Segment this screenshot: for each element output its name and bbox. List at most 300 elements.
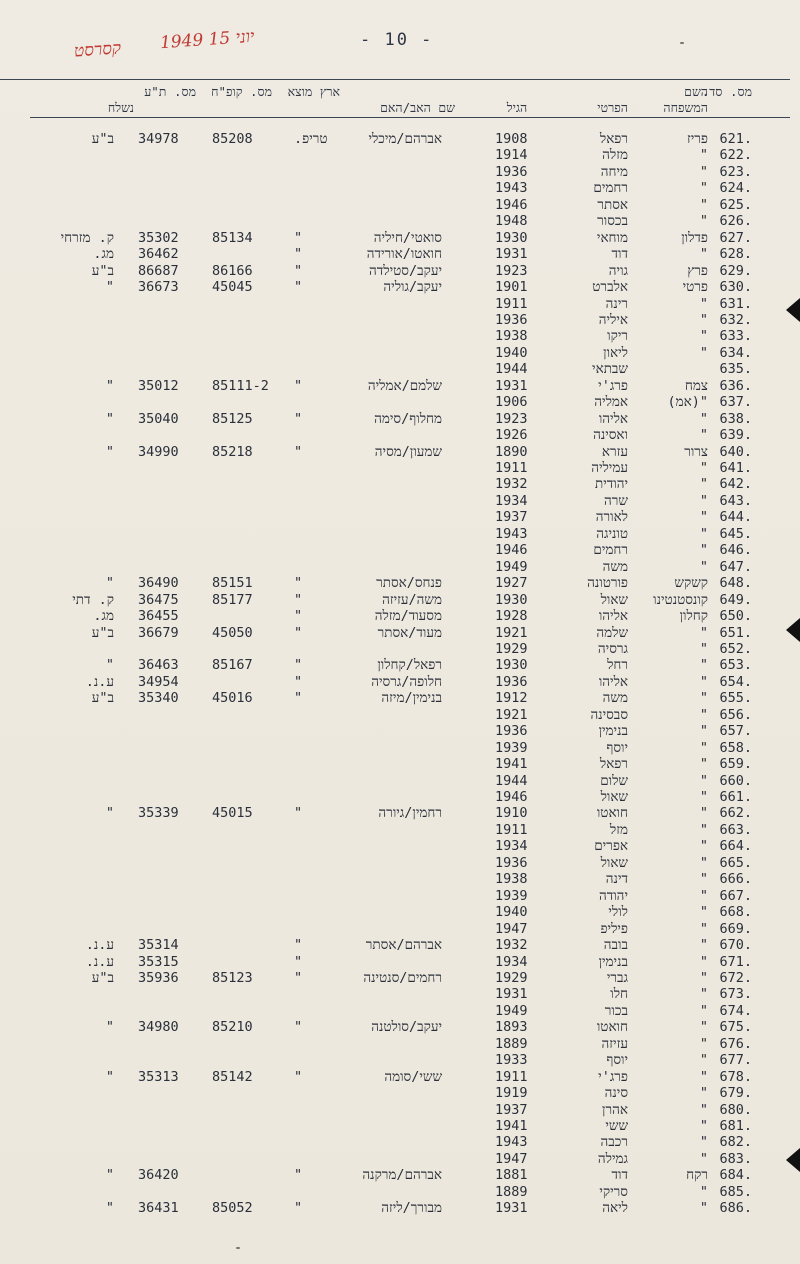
row-number: .627 (719, 229, 752, 246)
given-name: יהודית (594, 476, 628, 493)
birth-year: 1936 (495, 854, 528, 871)
row-number: .641 (719, 460, 752, 476)
row-number: .636 (719, 377, 752, 394)
given-name: מזלה (602, 147, 628, 164)
row-number: .675 (719, 1019, 752, 1036)
row-number: .659 (719, 756, 752, 773)
birth-year: 1906 (495, 394, 528, 411)
paper-speck (680, 42, 684, 44)
birth-year: 1911 (495, 460, 528, 476)
table-row (0, 740, 800, 757)
row-number: .669 (719, 920, 752, 937)
parents-names: מסעוד/מזלה (374, 608, 442, 624)
table-row (0, 213, 800, 230)
parents-names: חלופה/גרסיה (371, 673, 442, 690)
table-row (0, 1052, 800, 1069)
birth-year: 1941 (495, 756, 528, 773)
row-number: .663 (719, 821, 752, 838)
birth-year: 1889 (495, 1183, 528, 1200)
kupat-holim-number: 45050 (212, 624, 253, 641)
birth-year: 1936 (495, 673, 528, 690)
birth-year: 1943 (495, 1134, 528, 1151)
kupat-holim-number: 86166 (212, 262, 253, 279)
birth-year: 1934 (495, 492, 528, 509)
table-row (0, 296, 800, 313)
given-name: סינה (604, 1085, 628, 1102)
family-name: " (699, 739, 708, 756)
birth-year: 1908 (495, 131, 528, 147)
family-name: " (699, 147, 708, 164)
id-number: 35040 (138, 410, 179, 427)
sent-to: " (105, 575, 114, 592)
table-row (0, 147, 800, 164)
family-name: " (699, 1200, 708, 1217)
birth-year: 1923 (495, 262, 528, 279)
parents-names: שמעון/מסיה (374, 443, 442, 460)
id-number: 35012 (138, 377, 179, 394)
id-number: 36463 (138, 657, 179, 674)
row-number: .685 (719, 1183, 752, 1200)
sent-to: ב"ע (91, 624, 114, 641)
table-row (0, 1085, 800, 1102)
row-number: .644 (719, 509, 752, 526)
birth-year: 1933 (495, 1052, 528, 1069)
table-row (0, 657, 800, 674)
birth-year: 1928 (495, 608, 528, 624)
row-number: .655 (719, 690, 752, 707)
table-row (0, 970, 800, 987)
given-name: לאורה (595, 509, 628, 526)
given-name: פורטונה (587, 575, 628, 592)
given-name: חלו (610, 986, 628, 1003)
country-of-origin: " (294, 657, 303, 674)
given-name: בנימין (598, 953, 628, 970)
sent-to: ע.נ. (85, 937, 114, 953)
header-sent: נשלח (107, 100, 134, 115)
parents-names: סואטי/חיליה (373, 229, 442, 246)
family-name: " (699, 1150, 708, 1167)
table-row (0, 509, 800, 526)
birth-year: 1930 (495, 229, 528, 246)
country-of-origin: " (294, 953, 303, 970)
country-of-origin: " (294, 262, 303, 279)
given-name: בכסור (597, 213, 628, 230)
family-name: " (699, 328, 708, 345)
id-number: 36673 (138, 279, 179, 295)
given-name: עזיזה (601, 1035, 628, 1052)
table-row (0, 756, 800, 773)
family-name: " (699, 410, 708, 427)
given-name: ליאון (603, 344, 628, 361)
row-number: .658 (719, 739, 752, 756)
given-name: לולי (608, 904, 628, 921)
id-number: 34954 (138, 673, 179, 690)
row-number: .642 (719, 476, 752, 493)
row-number: .665 (719, 854, 752, 871)
given-name: אליהו (598, 673, 628, 690)
table-row (0, 328, 800, 345)
family-name: " (699, 821, 708, 838)
kupat-holim-number: 85177 (212, 591, 253, 608)
sent-to: ק. דתי (72, 591, 114, 608)
table-row (0, 625, 800, 642)
given-name: רחמים (593, 180, 628, 197)
birth-year: 1934 (495, 953, 528, 970)
table-row (0, 197, 800, 214)
id-number: 36490 (138, 575, 179, 592)
kupat-holim-number: 85123 (212, 969, 253, 986)
kupat-holim-number: 85142 (212, 1068, 253, 1085)
row-number: .640 (719, 443, 752, 460)
row-number: .677 (719, 1052, 752, 1069)
family-name: " (699, 163, 708, 180)
birth-year: 1889 (495, 1035, 528, 1052)
sent-to: מג. (93, 246, 114, 263)
birth-year: 1931 (495, 377, 528, 394)
sent-to: " (105, 1019, 114, 1036)
given-name: שרה (604, 492, 628, 509)
family-name: " (699, 427, 708, 444)
birth-year: 1944 (495, 361, 528, 378)
row-number: .633 (719, 328, 752, 345)
id-number: 35313 (138, 1068, 179, 1085)
family-name: " (699, 1019, 708, 1036)
parents-names: חואטו/אורידה (366, 246, 442, 263)
family-name: פריז (686, 131, 708, 147)
country-of-origin: " (294, 1019, 303, 1036)
family-name: " (699, 805, 708, 822)
table-row (0, 690, 800, 707)
birth-year: 1938 (495, 871, 528, 888)
sent-to: " (105, 1068, 114, 1085)
country-of-origin: " (294, 410, 303, 427)
punch-mark (786, 298, 800, 322)
row-number: .654 (719, 673, 752, 690)
birth-year: 1940 (495, 904, 528, 921)
sent-to: " (105, 1200, 114, 1217)
parents-names: אברהם/אסתר (365, 937, 442, 953)
id-number: 36475 (138, 591, 179, 608)
given-name: גויה (608, 262, 628, 279)
birth-year: 1938 (495, 328, 528, 345)
birth-year: 1936 (495, 723, 528, 740)
birth-year: 1921 (495, 624, 528, 641)
row-number: .674 (719, 1002, 752, 1019)
row-number: .682 (719, 1134, 752, 1151)
row-number: .661 (719, 789, 752, 805)
id-number: 36420 (138, 1167, 179, 1184)
family-name: " (699, 1101, 708, 1118)
sent-to: " (105, 279, 114, 295)
parents-names: יעקב/גוליה (383, 279, 442, 295)
given-name: יוסף (606, 739, 628, 756)
table-row (0, 361, 800, 378)
row-number: .634 (719, 344, 752, 361)
birth-year: 1948 (495, 213, 528, 230)
sent-to: ב"ע (91, 131, 114, 147)
family-name: רקח (686, 1167, 708, 1184)
sent-to: ב"ע (91, 690, 114, 707)
sent-to: " (105, 443, 114, 460)
given-name: רינה (605, 295, 628, 312)
family-name: " (699, 1118, 708, 1134)
row-number: .666 (719, 871, 752, 888)
given-name: עמיליה (591, 460, 628, 476)
given-name: חואטו (596, 1019, 628, 1036)
given-name: פרג'י (598, 377, 628, 394)
given-name: חואטו (596, 805, 628, 822)
parents-names: פנחס/אסתר (376, 575, 442, 592)
family-name: " (699, 969, 708, 986)
paper-speck (236, 1247, 240, 1249)
row-number: .649 (719, 591, 752, 608)
family-name: " (699, 986, 708, 1003)
header-country: ארץ מוצא (287, 84, 340, 99)
given-name: אליהו (598, 608, 628, 624)
birth-year: 1923 (495, 410, 528, 427)
given-name: איליה (598, 311, 628, 328)
sent-to: " (105, 805, 114, 822)
country-of-origin: " (294, 1068, 303, 1085)
given-name: משה (602, 558, 628, 575)
kupat-holim-number: 85167 (212, 657, 253, 674)
kupat-holim-number: 45016 (212, 690, 253, 707)
birth-year: 1934 (495, 838, 528, 855)
birth-year: 1943 (495, 525, 528, 542)
id-number: 35315 (138, 953, 179, 970)
given-name: שלמה (596, 624, 628, 641)
sent-to: " (105, 657, 114, 674)
table-row (0, 1184, 800, 1201)
punch-mark (786, 618, 800, 642)
sent-to: " (105, 410, 114, 427)
parents-names: יעקב/סטילדה (369, 262, 442, 279)
parents-names: משה/עזיזה (382, 591, 442, 608)
given-name: שאול (600, 591, 628, 608)
birth-year: 1927 (495, 575, 528, 592)
family-name: " (699, 904, 708, 921)
birth-year: 1921 (495, 706, 528, 723)
table-row (0, 1134, 800, 1151)
row-number: .668 (719, 904, 752, 921)
row-number: .629 (719, 262, 752, 279)
parents-names: מבורך/ליזה (381, 1200, 442, 1217)
table-row (0, 871, 800, 888)
table-row (0, 180, 800, 197)
parents-names: מעוד/אסתר (377, 624, 442, 641)
given-name: דוד (611, 246, 628, 263)
family-name: " (699, 624, 708, 641)
birth-year: 1930 (495, 591, 528, 608)
family-name: " (699, 1002, 708, 1019)
row-number: .670 (719, 937, 752, 953)
row-number: .680 (719, 1101, 752, 1118)
table-row (0, 263, 800, 280)
birth-year: 1937 (495, 1101, 528, 1118)
table-row (0, 707, 800, 724)
table-row (0, 608, 800, 625)
family-name: " (699, 723, 708, 740)
sent-to: ע.נ. (85, 953, 114, 970)
id-number: 35936 (138, 969, 179, 986)
kupat-holim-number: 85052 (212, 1200, 253, 1217)
birth-year: 1947 (495, 1150, 528, 1167)
id-number: 34990 (138, 443, 179, 460)
parents-names: רפאל/קחלון (377, 657, 442, 674)
given-name: אהרן (602, 1101, 628, 1118)
family-name: " (699, 525, 708, 542)
row-number: .645 (719, 525, 752, 542)
table-row (0, 559, 800, 576)
punch-mark (786, 1148, 800, 1172)
given-name: מיחה (600, 163, 628, 180)
table-row (0, 312, 800, 329)
birth-year: 1932 (495, 476, 528, 493)
family-name: קשקש (674, 575, 708, 592)
id-number: 34978 (138, 131, 179, 147)
table-row (0, 526, 800, 543)
birth-year: 1940 (495, 344, 528, 361)
given-name: שבתאי (592, 361, 628, 378)
row-number: .681 (719, 1118, 752, 1134)
table-row (0, 954, 800, 971)
family-name: " (699, 542, 708, 559)
given-name: אפרים (594, 838, 628, 855)
family-name: " (699, 295, 708, 312)
given-name: ואסינה (593, 427, 628, 444)
family-name: " (699, 673, 708, 690)
parents-names: בנימין/מיזה (381, 690, 442, 707)
kupat-holim-number: 85210 (212, 1019, 253, 1036)
kupat-holim-number: 85125 (212, 410, 253, 427)
family-name: " (699, 690, 708, 707)
id-number: 86687 (138, 262, 179, 279)
country-of-origin: " (294, 246, 303, 263)
table-row (0, 773, 800, 790)
table-row (0, 1151, 800, 1168)
row-number: .672 (719, 969, 752, 986)
country-of-origin: " (294, 377, 303, 394)
family-name: " (699, 476, 708, 493)
kupat-holim-number: 85208 (212, 131, 253, 147)
sent-to: ב"ע (91, 262, 114, 279)
row-number: .676 (719, 1035, 752, 1052)
given-name: שאול (600, 854, 628, 871)
birth-year: 1890 (495, 443, 528, 460)
table-row (0, 411, 800, 428)
table-row (0, 345, 800, 362)
family-name: צרור (684, 443, 708, 460)
given-name: גמילה (597, 1150, 628, 1167)
row-number: .622 (719, 147, 752, 164)
sent-to: " (105, 377, 114, 394)
row-number: .635 (719, 361, 752, 378)
row-number: .638 (719, 410, 752, 427)
row-number: .637 (719, 394, 752, 411)
given-name: בנימין (598, 723, 628, 740)
header-parents: שם האב/האם (380, 100, 455, 115)
birth-year: 1929 (495, 641, 528, 657)
row-number: .624 (719, 180, 752, 197)
family-name: " (699, 1052, 708, 1069)
table-row (0, 1102, 800, 1119)
row-number: .678 (719, 1068, 752, 1085)
birth-year: 1947 (495, 920, 528, 937)
given-name: מוחאי (596, 229, 628, 246)
birth-year: 1946 (495, 789, 528, 805)
row-number: .639 (719, 427, 752, 444)
page-number: - 10 - (360, 30, 434, 50)
given-name: בובה (603, 937, 628, 953)
row-number: .652 (719, 641, 752, 657)
table-row (0, 394, 800, 411)
table-row (0, 378, 800, 395)
family-name: " (699, 344, 708, 361)
table-row (0, 460, 800, 477)
row-number: .632 (719, 311, 752, 328)
id-number: 35302 (138, 229, 179, 246)
birth-year: 1949 (495, 1002, 528, 1019)
family-name: קונסטנטינו (653, 591, 708, 608)
family-name: " (699, 1085, 708, 1102)
birth-year: 1931 (495, 1200, 528, 1217)
family-name: פרטי (682, 279, 708, 295)
given-name: שלום (600, 772, 628, 789)
table-row (0, 279, 800, 296)
family-name: " (699, 1035, 708, 1052)
row-number: .662 (719, 805, 752, 822)
table-row (0, 476, 800, 493)
family-name: "(אמ) (667, 394, 708, 411)
table-row (0, 1200, 800, 1217)
header-bottom-rule (30, 117, 790, 118)
id-number: 36462 (138, 246, 179, 263)
row-number: .648 (719, 575, 752, 592)
birth-year: 1939 (495, 887, 528, 904)
id-number: 36679 (138, 624, 179, 641)
table-row (0, 937, 800, 954)
row-number: .621 (719, 131, 752, 147)
table-row (0, 723, 800, 740)
birth-year: 1911 (495, 821, 528, 838)
table-row (0, 904, 800, 921)
family-name: " (699, 953, 708, 970)
id-number: 36431 (138, 1200, 179, 1217)
table-row (0, 805, 800, 822)
family-name: " (699, 460, 708, 476)
family-name: " (699, 1183, 708, 1200)
parents-names: רחמים/סנטינה (363, 969, 442, 986)
row-number: .626 (719, 213, 752, 230)
country-of-origin: " (294, 805, 303, 822)
table-row (0, 888, 800, 905)
birth-year: 1893 (495, 1019, 528, 1036)
birth-year: 1929 (495, 969, 528, 986)
country-of-origin: טריפ. (294, 131, 328, 147)
table-row (0, 1069, 800, 1086)
country-of-origin: " (294, 673, 303, 690)
row-number: .650 (719, 608, 752, 624)
birth-year: 1946 (495, 542, 528, 559)
family-name: " (699, 180, 708, 197)
family-name: " (699, 641, 708, 657)
birth-year: 1919 (495, 1085, 528, 1102)
family-name: " (699, 756, 708, 773)
row-number: .660 (719, 772, 752, 789)
birth-year: 1936 (495, 163, 528, 180)
table-row (0, 674, 800, 691)
given-name: ליאה (602, 1200, 628, 1217)
